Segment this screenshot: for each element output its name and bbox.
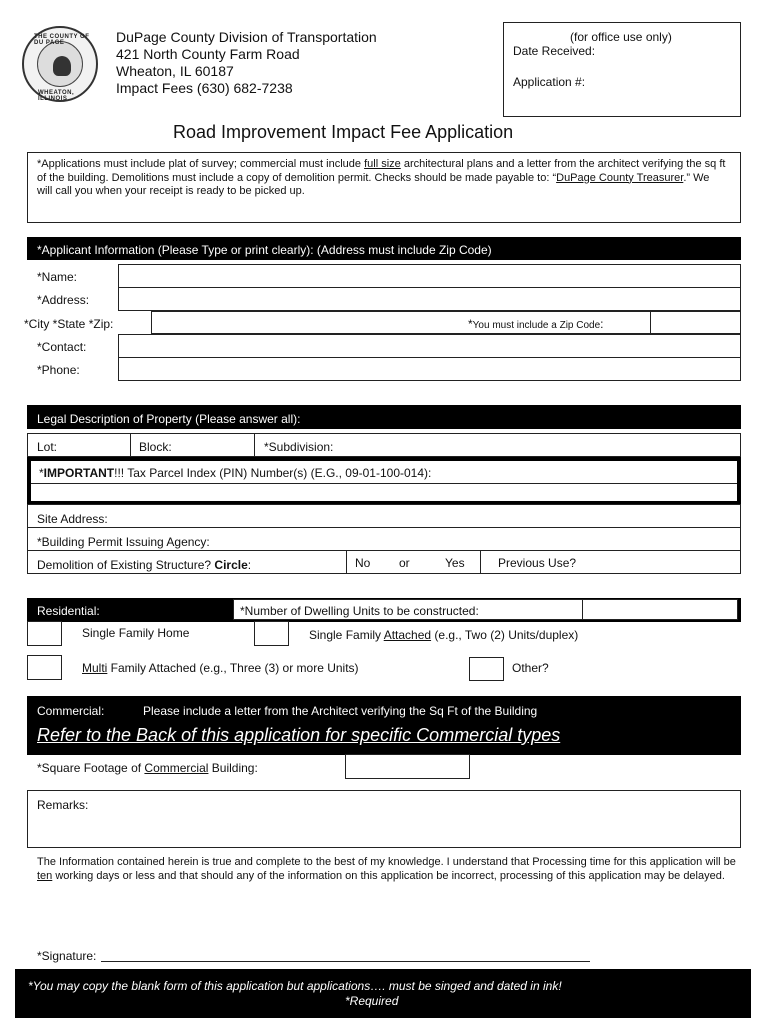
- site-address-row[interactable]: [27, 504, 741, 528]
- site-address-label: Site Address:: [37, 512, 108, 526]
- demolition-divider-right: [480, 551, 481, 573]
- agency-street: 421 North County Farm Road: [116, 46, 300, 62]
- office-use-box: [503, 22, 741, 117]
- remarks-box[interactable]: [27, 790, 741, 848]
- certification-part2: working days or less and that should any of the information on this application be incorrect, processing of this application may be delayed.: [52, 869, 725, 882]
- county-seal-icon: [22, 26, 98, 102]
- city-state-zip-label: *City *State *Zip:: [24, 317, 114, 331]
- application-number-label: Application #:: [513, 75, 586, 89]
- other-label: Other?: [512, 661, 549, 675]
- zip-note-text: You must include a Zip Code: [472, 320, 601, 331]
- single-family-home-checkbox[interactable]: [27, 621, 62, 646]
- multi-family-label: [82, 661, 359, 675]
- multi-suffix: Family Attached (e.g., Three (3) or more Units): [107, 661, 359, 675]
- lot-block-subdivision-row: [27, 433, 741, 457]
- demolition-question: Demolition of Existing Structure?: [37, 558, 215, 572]
- sqft-prefix: *Square Footage of: [37, 761, 145, 775]
- sqft-suffix: Building:: [208, 761, 258, 775]
- circle-word: Circle: [214, 558, 248, 572]
- dwelling-units-input[interactable]: [582, 599, 738, 620]
- demolition-underline: [480, 573, 492, 574]
- pin-box: [27, 457, 741, 505]
- legal-description-header: [27, 405, 741, 429]
- city-state-input[interactable]: [151, 311, 651, 334]
- block-divider: [254, 434, 255, 456]
- dwelling-units-box: [233, 599, 608, 620]
- demolition-or: or: [399, 556, 410, 570]
- pin-input[interactable]: [32, 485, 735, 501]
- multi-word: Multi: [82, 661, 108, 675]
- demolition-row: [27, 550, 741, 574]
- pin-label-rest: !!! Tax Parcel Index (PIN) Number(s) (E.G., 09-01-100-014):: [114, 466, 432, 480]
- signature-label: *Signature:: [37, 949, 97, 963]
- permit-agency-label: *Building Permit Issuing Agency:: [37, 535, 210, 549]
- single-family-attached-checkbox[interactable]: [254, 621, 289, 646]
- other-checkbox[interactable]: [469, 657, 504, 681]
- multi-family-checkbox[interactable]: [27, 655, 62, 680]
- previous-use-label: Previous Use?: [498, 556, 577, 570]
- agency-phone: Impact Fees (630) 682-7238: [116, 80, 293, 96]
- applicant-info-header: [27, 237, 741, 260]
- instructions-payee: DuPage County Treasurer: [556, 171, 684, 184]
- certification-text: [37, 856, 737, 883]
- zip-input[interactable]: [650, 311, 741, 334]
- pin-label-star: *: [39, 466, 44, 480]
- agency-address-block: [116, 29, 377, 97]
- form-title: Road Improvement Impact Fee Application: [173, 122, 514, 142]
- agency-city: Wheaton, IL 60187: [116, 63, 234, 79]
- pin-label: [39, 466, 431, 480]
- office-use-title: (for office use only): [570, 30, 672, 44]
- seal-text-bottom: WHEATON, ILLINOIS: [38, 90, 75, 102]
- name-label: *Name:: [37, 270, 78, 284]
- remarks-label: Remarks:: [37, 798, 89, 812]
- address-label: *Address:: [37, 293, 90, 307]
- instructions-text: [37, 158, 727, 199]
- demolition-no[interactable]: No: [355, 556, 371, 570]
- sfa-prefix: Single Family: [309, 628, 384, 642]
- single-family-home-label: Single Family Home: [82, 626, 190, 640]
- seal-text-top: THE COUNTY OF DU PAGE: [34, 34, 90, 46]
- name-input[interactable]: [118, 264, 741, 288]
- contact-label: *Contact:: [37, 340, 87, 354]
- footer-required-note: *Required: [345, 994, 399, 1008]
- square-footage-label: [37, 761, 258, 775]
- signature-line[interactable]: [101, 948, 590, 962]
- instructions-part3: .” We will call you when your receipt is ready to be picked up.: [37, 171, 710, 197]
- zip-note-star: *: [468, 317, 473, 331]
- block-label: Block:: [139, 440, 172, 454]
- applicant-info-header-text: *Applicant Information (Please Type or print clearly): (Address must include Zip Code): [37, 243, 492, 257]
- residential-header: [27, 598, 741, 622]
- date-received-label: Date Received:: [513, 44, 596, 58]
- footer-bar: [15, 969, 751, 1018]
- address-input[interactable]: [118, 287, 741, 311]
- commercial-header: [27, 696, 741, 755]
- footer-copy-note: *You may copy the blank form of this application but applications…. must be singed and dated in ink!: [28, 979, 562, 993]
- dwelling-units-label: *Number of Dwelling Units to be constructed:: [240, 604, 479, 618]
- sqft-commercial: Commercial: [144, 761, 209, 775]
- agency-name: DuPage County Division of Transportation: [116, 29, 377, 45]
- pin-divider: [31, 483, 737, 484]
- contact-input[interactable]: [118, 334, 741, 358]
- instructions-part2: architectural plans and a letter from the architect verifying the sq ft of the building. Demolitions must include a copy of demolition permit. Checks should be made payable to: “: [37, 158, 726, 184]
- certification-part1: The Information contained herein is true and complete to the best of my knowledge. I understand that Processing time for this application will be: [37, 856, 736, 868]
- commercial-refer-note: Refer to the Back of this application for specific Commercial types: [37, 725, 561, 745]
- instructions-part1: *Applications must include plat of survey; commercial must include: [37, 158, 365, 170]
- zip-note-colon: :: [600, 317, 604, 331]
- instructions-full-size: full size: [364, 158, 401, 170]
- sfa-attached: Attached: [383, 628, 432, 642]
- square-footage-input[interactable]: [345, 754, 470, 779]
- demolition-colon: :: [247, 558, 252, 572]
- sfa-suffix: (e.g., Two (2) Units/duplex): [431, 628, 579, 642]
- seal-center-emblem: [53, 56, 71, 76]
- demolition-yes[interactable]: Yes: [445, 556, 465, 570]
- demolition-label: [37, 558, 251, 572]
- legal-description-header-text: Legal Description of Property (Please answer all):: [37, 412, 301, 426]
- commercial-header-text: Commercial:: [37, 704, 105, 718]
- certification-ten: ten: [37, 869, 53, 882]
- permit-agency-row[interactable]: [27, 527, 741, 551]
- commercial-letter-note: Please include a letter from the Architect verifying the Sq Ft of the Building: [143, 704, 538, 718]
- lot-divider: [130, 434, 131, 456]
- pin-important-word: IMPORTANT: [43, 466, 115, 480]
- residential-header-text: Residential:: [37, 604, 100, 618]
- lot-label: Lot:: [37, 440, 58, 454]
- single-family-attached-label: [309, 628, 578, 642]
- instructions-box: [27, 152, 741, 223]
- zip-note: [468, 317, 604, 331]
- phone-label: *Phone:: [37, 363, 80, 377]
- phone-input[interactable]: [118, 357, 741, 381]
- demolition-divider-left: [346, 551, 347, 573]
- subdivision-label: *Subdivision:: [264, 440, 334, 454]
